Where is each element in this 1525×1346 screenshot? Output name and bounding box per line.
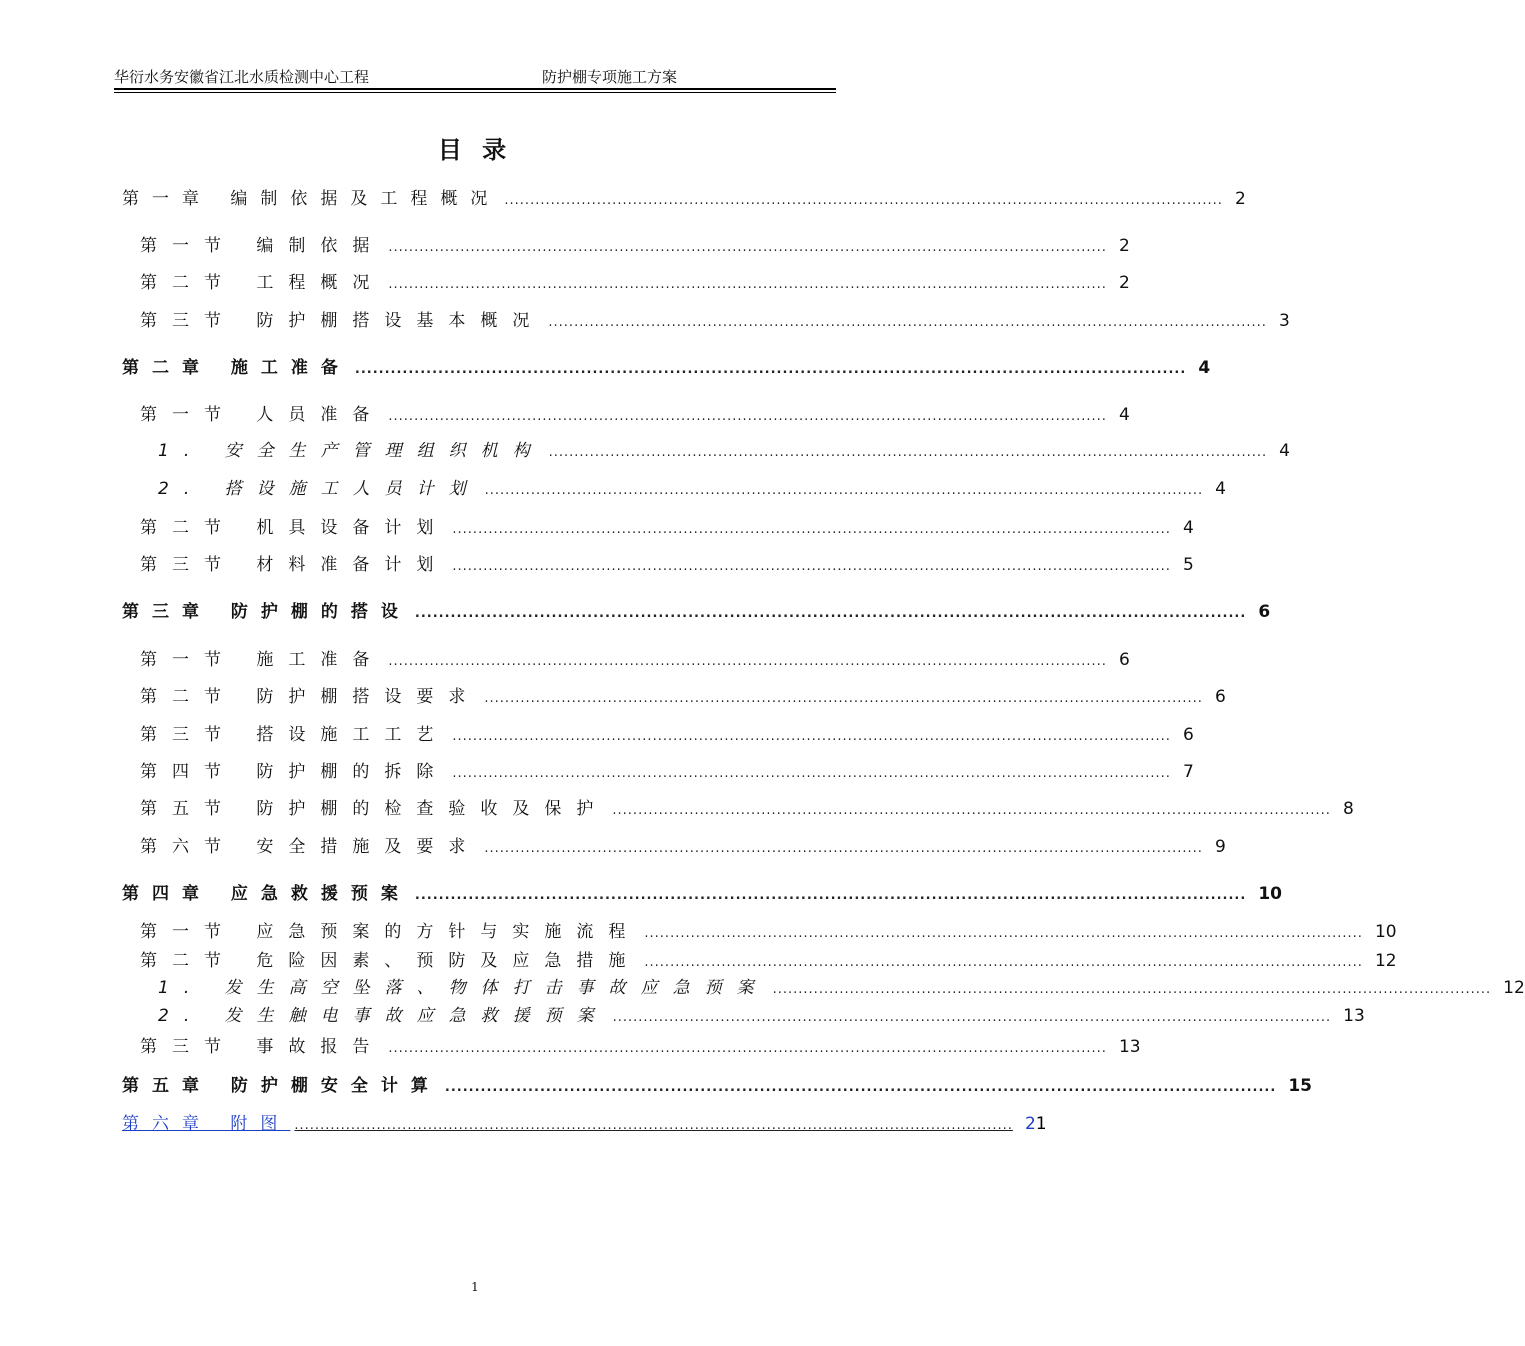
toc-entry[interactable] [140, 268, 1130, 293]
toc-page-number: 4 [1215, 479, 1226, 499]
toc-entry[interactable] [140, 794, 1354, 819]
toc-entry[interactable] [158, 436, 1290, 461]
toc-entry-label: 第三节 防护棚搭设基本概况 [140, 311, 545, 331]
toc-entry-page [1215, 479, 1225, 499]
toc-leader-dots: ............................................................................................................................................ [644, 926, 1363, 941]
toc-entry[interactable] [140, 946, 1397, 971]
toc-entry-label: 2. 搭设施工人员计划 [158, 479, 481, 499]
toc-entry[interactable] [122, 353, 1211, 378]
toc-leader-dots: ............................................................................................................................................ [772, 982, 1492, 997]
toc-entry[interactable] [122, 1071, 1312, 1096]
running-header [114, 66, 836, 88]
toc-page-number: 4 [1279, 441, 1290, 461]
toc-entry-label: 第一节 编制依据 [140, 236, 385, 256]
toc-entry-label: 第一节 人员准备 [140, 405, 385, 425]
toc-entry[interactable] [122, 879, 1282, 904]
toc-entry-page [1374, 951, 1397, 971]
toc-leader-dots: ............................................................................................................................................ [452, 559, 1171, 574]
header-rule-thick [114, 88, 836, 90]
toc-entry-page [1258, 602, 1271, 622]
toc-entry[interactable] [122, 1109, 1047, 1134]
toc-entry-label: 第三章 防护棚的搭设 [122, 602, 411, 622]
toc-entry[interactable] [140, 645, 1130, 670]
toc-entry-page [1343, 1006, 1365, 1026]
toc-entry-page [1119, 236, 1129, 256]
toc-leader-dots: ............................................................................................................................................ [414, 888, 1247, 903]
toc-leader-dots: ............................................................................................................................................ [484, 483, 1204, 498]
toc-leader-dots: ............................................................................................................................................ [414, 606, 1247, 621]
toc-entry[interactable] [122, 184, 1246, 209]
toc-entry-page [1119, 273, 1129, 293]
toc-entry-label: 1. 安全生产管理组织机构 [158, 441, 545, 461]
toc-entry[interactable] [140, 1032, 1141, 1057]
toc-entry-page [1374, 922, 1397, 942]
toc-page-number: 6 [1182, 725, 1194, 745]
toc-page-number: 2 [1024, 1114, 1036, 1134]
toc-page-number: 9 [1214, 837, 1226, 857]
toc-page-number: 12 [1503, 978, 1525, 998]
toc-leader-dots: ............................................................................................................................................ [644, 955, 1363, 970]
toc-entry-page [1288, 1076, 1312, 1096]
toc-entry-label: 第二节 危险因素、预防及应急措施 [140, 951, 641, 971]
toc-entry-page [1118, 1037, 1141, 1057]
toc-entry[interactable] [140, 720, 1194, 745]
toc-entry-page [1279, 441, 1289, 461]
toc-entry-label: 第一章 编制依据及工程概况 [122, 189, 501, 209]
toc-entry-label: 第五章 防护棚安全计算 [122, 1076, 441, 1096]
toc-entry-page [1235, 189, 1245, 209]
page-number: 1 [471, 1280, 479, 1294]
toc-entry-page [1258, 884, 1282, 904]
toc-entry-page [1215, 837, 1225, 857]
toc-entry[interactable] [140, 917, 1397, 942]
toc-entry[interactable] [140, 231, 1130, 256]
toc-entry-label: 2. 发生触电事故应急救援预案 [158, 1006, 609, 1026]
toc-leader-dots: ............................................................................................................................................ [484, 841, 1203, 856]
toc-page-number: 13 [1343, 1006, 1365, 1026]
toc-entry-label: 1. 发生高空坠落、物体打击事故应急预案 [158, 978, 769, 998]
toc-page-number: 15 [1288, 1076, 1312, 1096]
toc-leader-dots: ............................................................................................................................................ [444, 1080, 1277, 1095]
toc-leader-dots: ............................................................................................................................................ [354, 362, 1187, 377]
toc-entry-label: 第三节 材料准备计划 [140, 555, 449, 575]
toc-page-number: 8 [1342, 799, 1354, 819]
header-rule-thin [114, 92, 836, 93]
toc-entry-label: 第五节 防护棚的检查验收及保护 [140, 799, 609, 819]
toc-entry-label: 第二节 防护棚搭设要求 [140, 687, 481, 707]
toc-entry[interactable] [140, 306, 1290, 331]
toc-leader-dots: ............................................................................................................................................ [612, 803, 1331, 818]
toc-entry-label: 第二节 工程概况 [140, 273, 385, 293]
toc-entry-page [1119, 650, 1129, 670]
toc-page-number: 6 [1214, 687, 1226, 707]
header-project-name: 华衍水务安徽省江北水质检测中心工程 [114, 68, 370, 86]
toc-leader-dots: ............................................................................................................................................ [388, 409, 1107, 424]
toc-leader-dots: ............................................................................................................................................ [548, 315, 1267, 330]
toc-page-number: 7 [1182, 762, 1194, 782]
toc-entry-page [1183, 725, 1193, 745]
toc-entry-label: 第六节 安全措施及要求 [140, 837, 481, 857]
toc-entry[interactable] [122, 597, 1271, 622]
toc-entry[interactable] [140, 513, 1194, 538]
toc-entry-page [1183, 762, 1193, 782]
toc-entry-label: 第四章 应急救援预案 [122, 884, 411, 904]
toc-page-number: 2 [1118, 273, 1130, 293]
toc-entry-label: 第六章 附图 [122, 1114, 291, 1134]
toc-page-number: 10 [1258, 884, 1282, 904]
toc-leader-dots: ............................................................................................................................................ [548, 445, 1268, 460]
toc-entry[interactable] [140, 832, 1226, 857]
toc-page-number: 13 [1118, 1037, 1141, 1057]
toc-entry-page [1119, 405, 1129, 425]
toc-page-number: 6 [1118, 650, 1130, 670]
toc-entry[interactable] [158, 973, 1525, 998]
toc-entry[interactable] [140, 757, 1194, 782]
toc-entry-label: 第二节 机具设备计划 [140, 518, 449, 538]
toc-entry-label: 第一节 施工准备 [140, 650, 385, 670]
toc-page-number: 3 [1278, 311, 1290, 331]
toc-page-number: 6 [1258, 602, 1271, 622]
toc-entry[interactable] [140, 550, 1194, 575]
toc-page-number: 10 [1374, 922, 1397, 942]
toc-page-number: 4 [1118, 405, 1130, 425]
toc-title: 目 录 [437, 136, 513, 164]
toc-entry-page [1024, 1114, 1047, 1134]
toc-page-number-tail: 1 [1035, 1114, 1047, 1134]
toc-entry-label: 第三节 搭设施工工艺 [140, 725, 449, 745]
toc-leader-dots: ............................................................................................................................................ [452, 522, 1171, 537]
toc-entry-page [1183, 518, 1193, 538]
toc-leader-dots: ............................................................................................................................................ [388, 277, 1107, 292]
toc-entry[interactable] [158, 1001, 1365, 1026]
toc-entry-page [1215, 687, 1225, 707]
toc-entry-page [1198, 358, 1211, 378]
toc-entry[interactable] [158, 474, 1226, 499]
toc-leader-dots: ............................................................................................................................................ [452, 766, 1171, 781]
toc-entry-page [1279, 311, 1289, 331]
toc-leader-dots: ............................................................................................................................................ [388, 1041, 1107, 1056]
toc-leader-dots: ............................................................................................................................................ [484, 691, 1203, 706]
toc-page-number: 2 [1118, 236, 1130, 256]
toc-entry-page [1343, 799, 1353, 819]
toc-page-number: 4 [1182, 518, 1194, 538]
toc-entry-page [1503, 978, 1525, 998]
toc-page-number: 12 [1374, 951, 1397, 971]
toc-page-number: 2 [1234, 189, 1246, 209]
toc-entry-label: 第三节 事故报告 [140, 1037, 385, 1057]
toc-leader-dots: ............................................................................................................................................ [388, 654, 1107, 669]
toc-leader-dots: ............................................................................................................................................ [452, 729, 1171, 744]
header-document-name: 防护棚专项施工方案 [542, 68, 678, 86]
toc-page-number: 4 [1198, 358, 1211, 378]
toc-entry[interactable] [140, 400, 1130, 425]
toc-entry-label: 第一节 应急预案的方针与实施流程 [140, 922, 641, 942]
toc-leader-dots: ............................................................................................................................................ [612, 1010, 1332, 1025]
toc-entry-label: 第二章 施工准备 [122, 358, 351, 378]
toc-entry-label: 第四节 防护棚的拆除 [140, 762, 449, 782]
toc-leader-dots: ............................................................................................................................................ [504, 193, 1223, 208]
toc-leader-dots: ............................................................................................................................................ [388, 240, 1107, 255]
toc-page-number: 5 [1182, 555, 1194, 575]
toc-leader-dots: ............................................................................................................................................ [294, 1118, 1013, 1133]
toc-entry[interactable] [140, 682, 1226, 707]
toc-entry-page [1183, 555, 1193, 575]
